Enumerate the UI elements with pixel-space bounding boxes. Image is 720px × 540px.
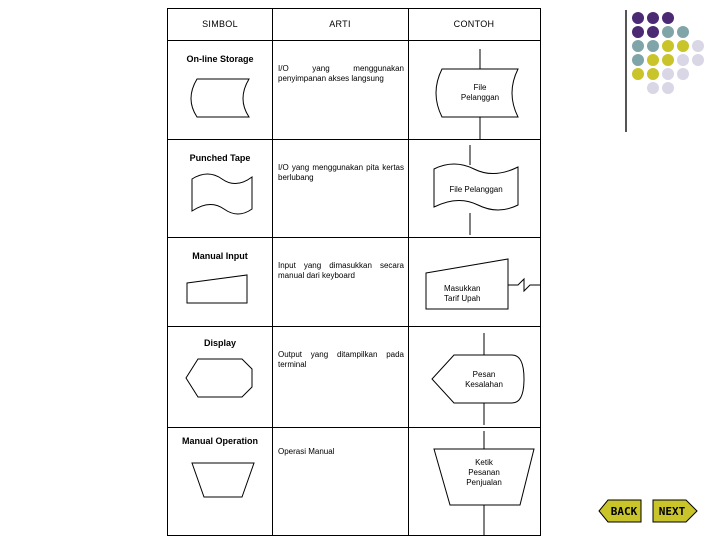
decorative-dot — [647, 26, 659, 38]
decorative-dot — [662, 26, 674, 38]
symbol-name: Punched Tape — [189, 153, 251, 163]
manual-operation-symbol — [190, 459, 256, 499]
example-label: Pelanggan — [460, 93, 500, 102]
decorative-dot — [662, 68, 674, 80]
decorative-dot — [632, 68, 644, 80]
symbol-name: On-line Storage — [186, 54, 254, 64]
row-divider — [168, 326, 540, 327]
online-storage-example — [418, 49, 536, 139]
manual-input-symbol — [183, 271, 253, 307]
symbol-name: Display — [203, 338, 236, 348]
punched-tape-symbol — [188, 169, 258, 219]
decorative-dot — [647, 68, 659, 80]
back-button[interactable] — [598, 498, 642, 524]
decorative-dot — [632, 12, 644, 24]
decorative-dot — [632, 26, 644, 38]
svg-text:BACK: BACK — [610, 505, 638, 518]
decorative-dot — [662, 82, 674, 94]
example-label: Masukkan — [444, 284, 481, 293]
decorative-dot — [632, 54, 644, 66]
decorative-dot — [662, 12, 674, 24]
decorative-dot — [647, 12, 659, 24]
header-example: CONTOH — [453, 19, 495, 29]
decorative-dot — [692, 40, 704, 52]
example-label: Ketik — [475, 458, 493, 467]
symbol-meaning: Operasi Manual — [278, 447, 335, 456]
decorative-dot — [647, 40, 659, 52]
decorative-dot — [692, 54, 704, 66]
row-divider — [168, 40, 540, 41]
decorative-dot — [677, 40, 689, 52]
display-symbol — [182, 355, 262, 399]
example-label: Pesan — [472, 370, 496, 379]
symbol-meaning: Input yang dimasukkan secara manual dari keyboard — [278, 261, 404, 280]
header-symbol: SIMBOL — [202, 19, 238, 29]
next-button[interactable] — [652, 498, 696, 524]
decorative-dot-grid — [628, 10, 718, 120]
punched-tape-example — [426, 145, 526, 235]
column-divider — [272, 9, 273, 535]
column-divider — [408, 9, 409, 535]
example-label: Tarif Upah — [444, 294, 481, 303]
example-label: File — [473, 83, 487, 92]
example-label: Kesalahan — [465, 380, 503, 389]
example-label: File Pelanggan — [449, 185, 503, 194]
header-meaning: ARTI — [329, 19, 351, 29]
symbol-meaning: Output yang ditampilkan pada terminal — [278, 350, 404, 369]
decorative-dot — [662, 40, 674, 52]
row-divider — [168, 427, 540, 428]
decorative-dot — [677, 68, 689, 80]
symbol-name: Manual Input — [192, 251, 248, 261]
symbol-meaning: I/O yang menggunakan penyimpanan akses langsung — [278, 64, 404, 83]
decorative-dot — [632, 40, 644, 52]
decorative-dot — [647, 82, 659, 94]
decorative-dot — [677, 26, 689, 38]
example-label: Penjualan — [466, 478, 502, 487]
row-divider — [168, 139, 540, 140]
decorative-dot — [662, 54, 674, 66]
manual-input-example — [422, 253, 542, 313]
display-example — [428, 333, 538, 425]
example-label: Pesanan — [468, 468, 500, 477]
svg-text:NEXT: NEXT — [658, 505, 686, 518]
flowchart-symbol-table — [167, 8, 541, 536]
symbol-name: Manual Operation — [181, 436, 258, 446]
row-divider — [168, 237, 540, 238]
symbol-meaning: I/O yang menggunakan pita kertas berlubang — [278, 163, 404, 182]
decorative-dot — [647, 54, 659, 66]
decorative-vertical-rule — [625, 10, 627, 132]
manual-operation-example — [430, 431, 540, 535]
decorative-dot — [677, 54, 689, 66]
online-storage-symbol — [183, 75, 263, 121]
